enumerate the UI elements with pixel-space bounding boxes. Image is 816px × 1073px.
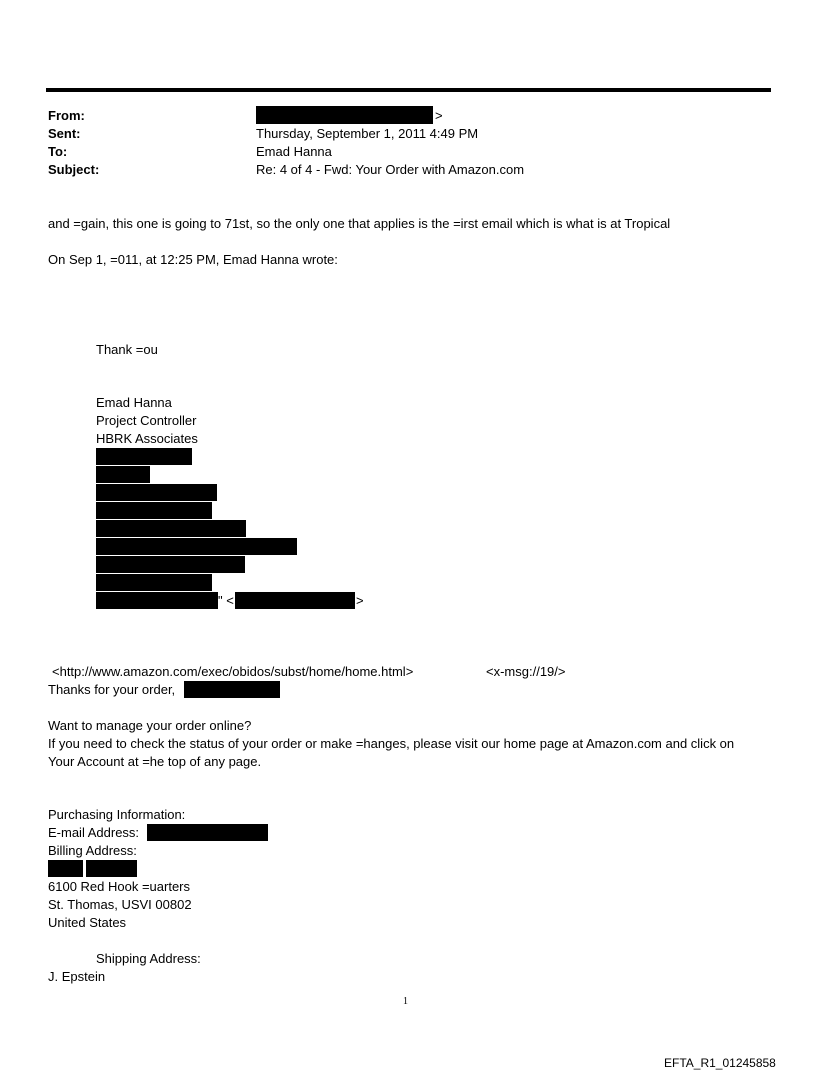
redaction-box bbox=[96, 502, 212, 519]
header-rule bbox=[46, 88, 771, 92]
ship-name: J. Epstein bbox=[48, 969, 106, 984]
subject-value: Re: 4 of 4 - Fwd: Your Order with Amazon.com bbox=[256, 162, 525, 177]
billing-label: Billing Address: bbox=[48, 843, 137, 858]
signature-quote-close: > bbox=[356, 593, 364, 608]
manage-line-1: If you need to check the status of your order or make =hanges, please visit our home page at Amazon.com and click on bbox=[48, 736, 735, 751]
redaction-box bbox=[96, 520, 246, 537]
redaction-box bbox=[96, 538, 297, 555]
signature-quote-open: " < bbox=[218, 593, 234, 608]
sent-value: Thursday, September 1, 2011 4:49 PM bbox=[256, 126, 479, 141]
shipping-label: Shipping Address: bbox=[96, 951, 201, 966]
purchasing-heading: Purchasing Information: bbox=[48, 807, 186, 822]
redaction-box bbox=[96, 484, 217, 501]
address-line-1: 6100 Red Hook =uarters bbox=[48, 879, 191, 894]
msg-link[interactable]: <x-msg://19/> bbox=[486, 664, 566, 679]
redaction-box bbox=[96, 466, 150, 483]
to-label: To: bbox=[48, 144, 68, 159]
thanks-order: Thanks for your order, bbox=[48, 682, 176, 697]
address-line-3: United States bbox=[48, 915, 127, 930]
manage-heading: Want to manage your order online? bbox=[48, 718, 252, 733]
redaction-box bbox=[96, 448, 192, 465]
body-line-1: and =gain, this one is going to 71st, so the only one that applies is the =irst email which is what is at Tropical bbox=[48, 216, 671, 231]
document-id: EFTA_R1_01245858 bbox=[664, 1056, 776, 1070]
signature-title: Project Controller bbox=[96, 413, 197, 428]
address-line-2: St. Thomas, USVI 00802 bbox=[48, 897, 192, 912]
page-number: 1 bbox=[403, 996, 408, 1007]
from-value: > bbox=[435, 108, 443, 123]
redaction-box bbox=[184, 681, 280, 698]
redaction-box bbox=[256, 106, 433, 124]
subject-label: Subject: bbox=[48, 162, 100, 177]
from-label: From: bbox=[48, 108, 85, 123]
redaction-box bbox=[235, 592, 355, 609]
redaction-box bbox=[96, 574, 212, 591]
redaction-box bbox=[96, 556, 245, 573]
to-value: Emad Hanna bbox=[256, 144, 332, 159]
email-label: E-mail Address: bbox=[48, 825, 140, 840]
redaction-box bbox=[96, 592, 218, 609]
amazon-link[interactable]: <http://www.amazon.com/exec/obidos/subst/home/home.html> bbox=[52, 664, 414, 679]
redaction-box bbox=[86, 860, 137, 877]
redaction-box bbox=[147, 824, 268, 841]
signature-company: HBRK Associates bbox=[96, 431, 198, 446]
redaction-box bbox=[48, 860, 83, 877]
manage-line-2: Your Account at =he top of any page. bbox=[48, 754, 262, 769]
thanks-line: Thank =ou bbox=[96, 342, 158, 357]
body-line-2: On Sep 1, =011, at 12:25 PM, Emad Hanna wrote: bbox=[48, 252, 338, 267]
signature-name: Emad Hanna bbox=[96, 395, 172, 410]
sent-label: Sent: bbox=[48, 126, 81, 141]
